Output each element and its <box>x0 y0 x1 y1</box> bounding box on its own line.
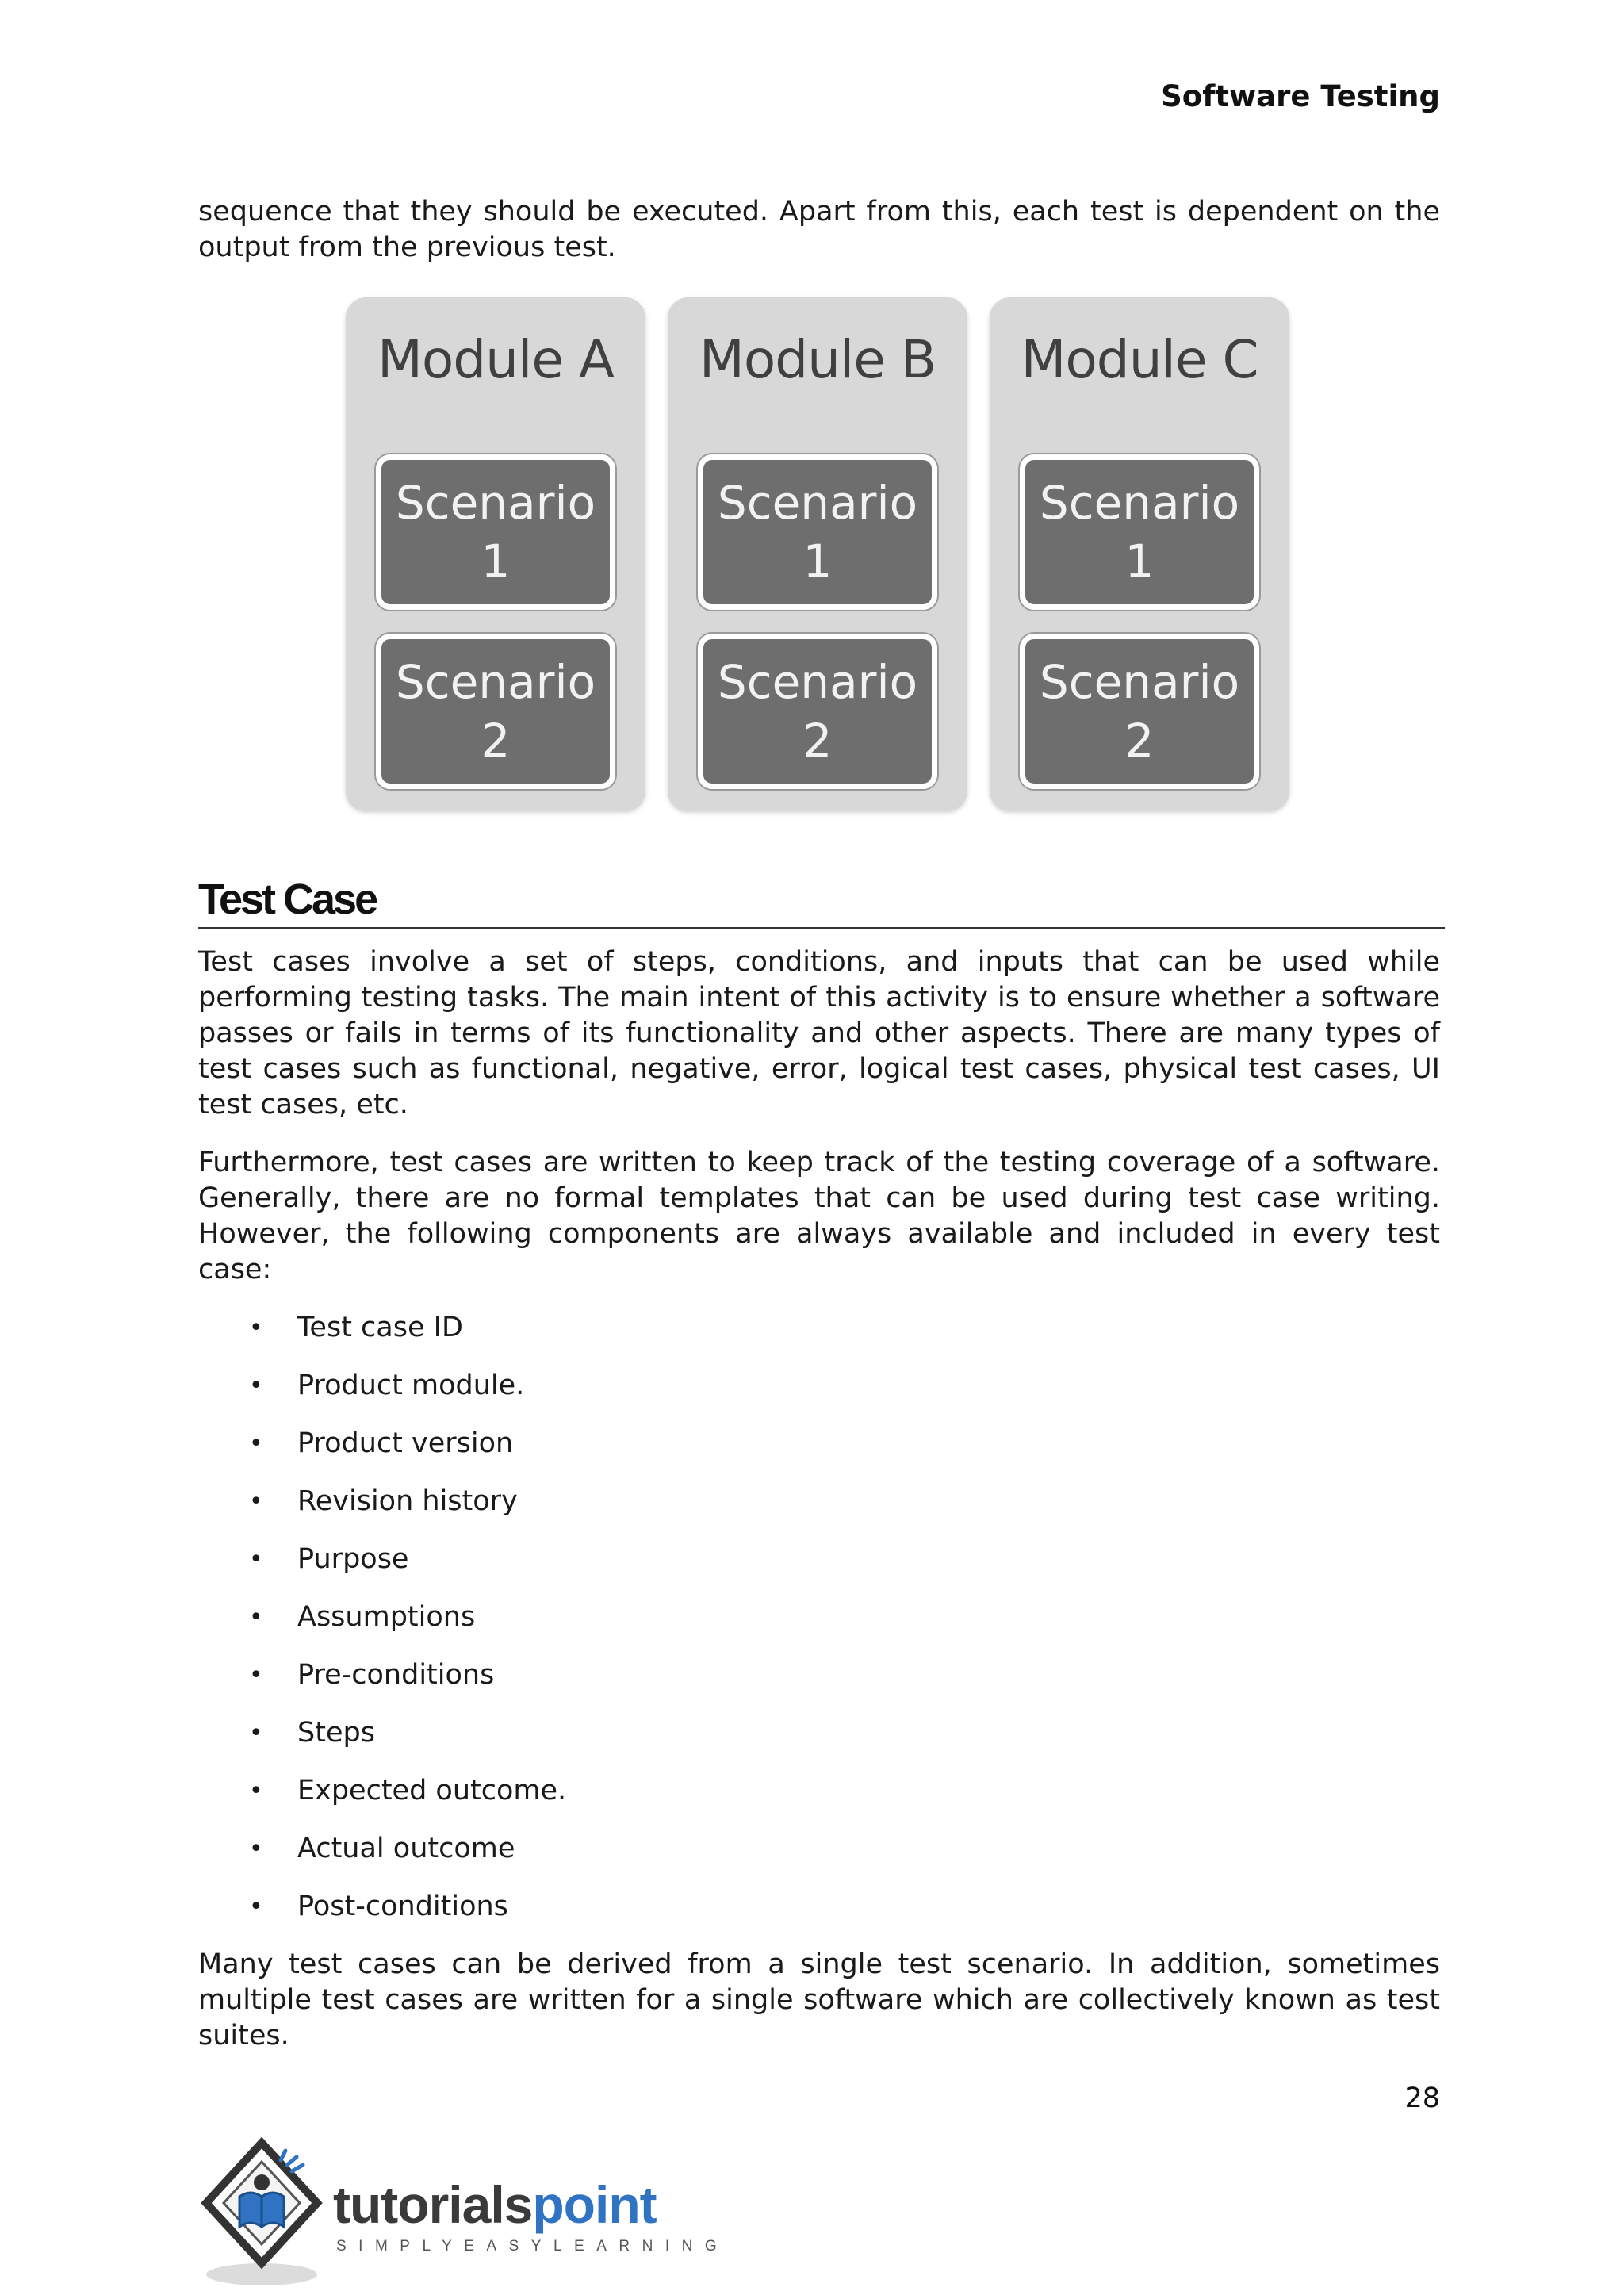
scenario-number: 2 <box>802 714 833 768</box>
intro-paragraph: sequence that they should be executed. Apart from this, each test is dependent on the output from the previous test. <box>198 196 1440 263</box>
module-title: Module B <box>699 329 936 390</box>
logo-emblem-icon <box>198 2133 341 2292</box>
page-content <box>198 194 1440 2076</box>
bullet-icon: • <box>249 1314 263 1342</box>
scenario-number: 2 <box>481 714 511 768</box>
logo-wordmark <box>333 2174 657 2235</box>
list-item <box>198 1831 1440 1867</box>
scenario-label: Scenario <box>717 476 918 530</box>
list-item-text: Purpose <box>297 1543 409 1575</box>
scenario-number: 1 <box>802 534 833 588</box>
scenario-label: Scenario <box>395 655 596 709</box>
bullet-icon: • <box>249 1430 263 1458</box>
bullet-icon: • <box>249 1835 263 1863</box>
components-list <box>198 1310 1440 1925</box>
list-item-text: Test case ID <box>297 1312 463 1343</box>
list-item-text: Expected outcome. <box>297 1775 567 1806</box>
bullet-icon: • <box>249 1603 263 1631</box>
modules-diagram <box>198 288 1440 811</box>
module-c <box>990 297 1289 811</box>
scenario-number: 1 <box>481 534 511 588</box>
scenario-box <box>698 634 937 789</box>
page-number: 28 <box>1404 2082 1440 2114</box>
bullet-icon: • <box>249 1893 263 1921</box>
section-paragraph-1: Test cases involve a set of steps, conditions, and inputs that can be used while performing testing tasks. The main intent of this activity is to ensure whether a software passes or fails in terms of its functionality and other aspects. There are many types of test cases such as functional, negative, error, logical test cases, physical test cases, UI test cases, etc. <box>198 946 1440 1121</box>
list-item <box>198 1889 1440 1925</box>
list-item-text: Product version <box>297 1427 514 1459</box>
list-item <box>198 1310 1440 1346</box>
list-item-text: Steps <box>297 1717 375 1749</box>
logo-wordmark-part1: tutorials <box>333 2175 533 2234</box>
section-paragraph-3: Many test cases can be derived from a single test scenario. In addition, sometimes multiple test cases are written for a single software which are collectively known as test suites. <box>198 1948 1440 2052</box>
logo-tagline: SIMPLYEASYLEARNING <box>336 2238 730 2255</box>
scenario-number: 2 <box>1124 714 1155 768</box>
bullet-icon: • <box>249 1719 263 1747</box>
list-item <box>198 1715 1440 1751</box>
tutorialspoint-logo <box>198 2133 730 2292</box>
section-heading: Test Case <box>198 875 1445 929</box>
scenario-label: Scenario <box>717 655 918 709</box>
list-item-text: Pre-conditions <box>297 1659 495 1691</box>
list-item <box>198 1368 1440 1404</box>
list-item <box>198 1426 1440 1462</box>
scenario-label: Scenario <box>1039 476 1240 530</box>
scenario-label: Scenario <box>1039 655 1240 709</box>
module-title: Module A <box>377 329 615 390</box>
bullet-icon: • <box>249 1372 263 1400</box>
scenario-box <box>698 454 937 610</box>
module-a <box>346 297 645 811</box>
list-item-text: Assumptions <box>297 1601 476 1633</box>
section-paragraph-2: Furthermore, test cases are written to keep track of the testing coverage of a software. Generally, there are no formal templates that can be used during test case writing. However, the following components are always available and included in every test case: <box>198 1147 1440 1285</box>
scenario-box <box>376 634 615 789</box>
scenario-box <box>1020 454 1259 610</box>
logo-wordmark-part2: point <box>532 2175 657 2234</box>
bullet-icon: • <box>249 1661 263 1689</box>
running-header: Software Testing <box>1161 79 1440 113</box>
module-title: Module C <box>1021 329 1258 390</box>
bullet-icon: • <box>249 1488 263 1515</box>
list-item-text: Product module. <box>297 1370 525 1401</box>
list-item <box>198 1657 1440 1693</box>
scenario-box <box>1020 634 1259 789</box>
bullet-icon: • <box>249 1777 263 1805</box>
scenario-box <box>376 454 615 610</box>
list-item <box>198 1542 1440 1577</box>
scenario-number: 1 <box>1124 534 1155 588</box>
list-item-text: Revision history <box>297 1485 518 1517</box>
list-item-text: Actual outcome <box>297 1833 515 1864</box>
scenario-label: Scenario <box>395 476 596 530</box>
module-b <box>668 297 967 811</box>
list-item <box>198 1600 1440 1635</box>
list-item <box>198 1773 1440 1809</box>
list-item-text: Post-conditions <box>297 1891 508 1922</box>
list-item <box>198 1484 1440 1519</box>
bullet-icon: • <box>249 1546 263 1573</box>
